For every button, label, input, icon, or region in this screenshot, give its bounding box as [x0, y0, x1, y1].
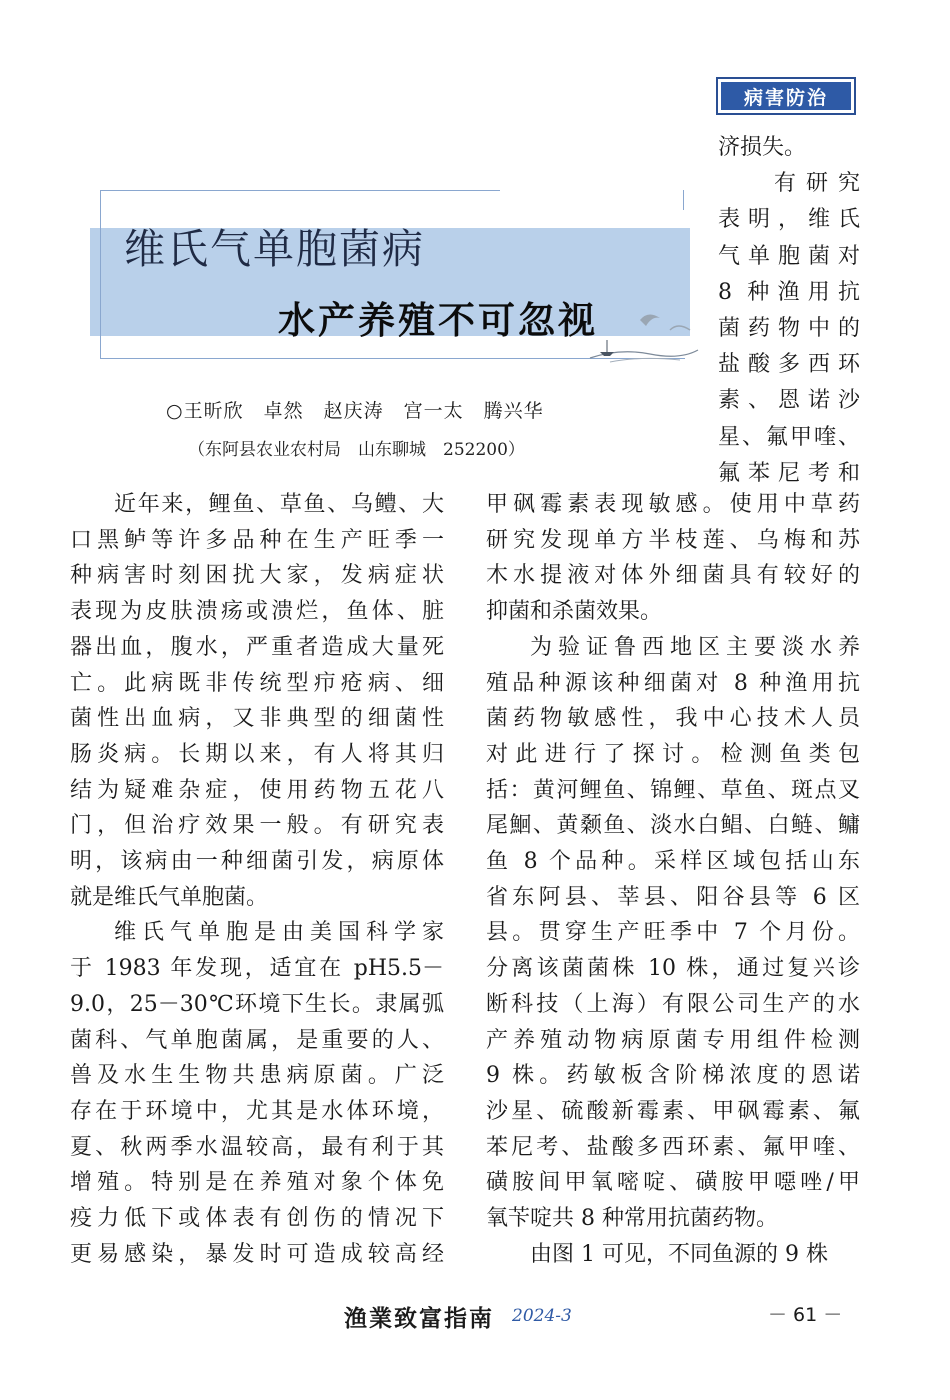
- body-line: 省东阿县、莘县、阳谷县等 6 区: [486, 884, 860, 910]
- article-title-line1: 维氏气单胞菌病: [124, 225, 425, 273]
- journal-name: 渔業致富指南: [344, 1305, 494, 1332]
- body-line: 存在于环境中，尤其是水体环境，: [70, 1098, 444, 1124]
- body-line: 断科技（上海）有限公司生产的水: [486, 991, 860, 1017]
- body-line: 为验证鲁西地区主要淡水养: [530, 634, 860, 660]
- sidebar-line: 氟苯尼考和: [718, 460, 860, 486]
- sidebar-line: 菌药物中的: [718, 316, 860, 342]
- page-number: － 61 －: [768, 1304, 843, 1326]
- body-line: 近年来，鲤鱼、草鱼、乌鳢、大: [114, 492, 444, 517]
- body-column-left: [70, 487, 444, 1272]
- body-line: 分离该菌菌株 10 株，通过复兴诊: [486, 956, 860, 982]
- sidebar-line: 气单胞菌对: [718, 243, 860, 269]
- body-line: 肠炎病。长期以来，有人将其归: [70, 741, 444, 767]
- sidebar-line: 盐酸多西环: [718, 352, 860, 378]
- body-line: 于 1983 年发现，适宜在 pH5.5－: [70, 956, 444, 982]
- sidebar-line: 有研究: [774, 171, 860, 197]
- sidebar-line: 星、氟甲喹、: [718, 424, 860, 450]
- body-column-right: [486, 487, 860, 1272]
- body-line: 甲砜霉素表现敏感。使用中草药: [486, 492, 860, 517]
- body-line: 亡。此病既非传统型疖疮病、细: [70, 670, 444, 696]
- body-line: 9.0，25－30℃环境下生长。隶属弧: [70, 991, 444, 1017]
- article-title-line2: 水产养殖不可忽视: [278, 299, 598, 342]
- body-line: 器出血，腹水，严重者造成大量死: [70, 634, 444, 660]
- body-line: 种病害时刻困扰大家，发病症状: [70, 563, 444, 589]
- body-line: 苯尼考、盐酸多西环素、氟甲喹、: [486, 1134, 860, 1160]
- body-line: 菌药物敏感性，我中心技术人员: [486, 706, 860, 732]
- body-line: 结为疑难杂症，使用药物五花八: [70, 777, 444, 803]
- body-line: 9 株。药敏板含阶梯浓度的恩诺: [486, 1063, 860, 1089]
- sidebar-line: 8 种渔用抗: [718, 279, 860, 305]
- body-line: 磺胺间甲氧嘧啶、磺胺甲噁唑/甲: [486, 1170, 860, 1196]
- body-line: 木水提液对体外细菌具有较好的: [486, 563, 860, 589]
- sidebar-column: [718, 130, 860, 492]
- sidebar-line: 表明，维氏: [718, 207, 860, 233]
- body-line: 就是维氏气单胞菌。: [70, 884, 269, 910]
- body-line: 对此进行了探讨。检测鱼类包: [486, 741, 860, 767]
- title-frame-right: [683, 190, 684, 210]
- body-line: 疫力低下或体表有创伤的情况下: [70, 1206, 444, 1232]
- body-line: 表现为皮肤溃疡或溃烂，鱼体、脏: [70, 599, 444, 625]
- body-line: 产养殖动物病原菌专用组件检测: [486, 1027, 860, 1053]
- body-line: 增殖。特别是在养殖对象个体免: [70, 1170, 444, 1196]
- body-line: 氧苄啶共 8 种常用抗菌药物。: [486, 1206, 778, 1232]
- body-line: 研究发现单方半枝莲、乌梅和苏: [486, 527, 860, 553]
- title-frame-top: [100, 190, 500, 191]
- body-line: 口黑鲈等许多品种在生产旺季一: [70, 527, 444, 553]
- sidebar-line: 素、恩诺沙: [718, 388, 860, 414]
- body-line: 抑菌和杀菌效果。: [486, 599, 663, 625]
- body-line: 尾鮰、黄颡鱼、淡水白鲳、白鲢、鳙: [486, 813, 860, 839]
- body-line: 更易感染，暴发时可造成较高经: [70, 1241, 444, 1267]
- body-line: 门，但治疗效果一般。有研究表: [70, 813, 444, 839]
- body-line: 菌性出血病，又非典型的细菌性: [70, 706, 444, 732]
- section-tag-label: 病害防治: [721, 82, 851, 110]
- sidebar-line: 济损失。: [718, 135, 807, 160]
- section-tag: [716, 77, 856, 115]
- body-line: 菌科、气单胞菌属，是重要的人、: [70, 1027, 444, 1053]
- body-line: 兽及水生生物共患病原菌。广泛: [70, 1063, 444, 1089]
- body-line: 由图 1 可见，不同鱼源的 9 株: [530, 1241, 828, 1267]
- authors: ○王昕欣 卓然 赵庆涛 宫一太 腾兴华: [166, 400, 544, 422]
- body-line: 县。贯穿生产旺季中 7 个月份。: [486, 920, 860, 946]
- body-line: 夏、秋两季水温较高，最有利于其: [70, 1134, 444, 1160]
- body-line: 鱼 8 个品种。采样区域包括山东: [486, 849, 860, 875]
- affiliation: （东阿县农业农村局 山东聊城 252200）: [188, 440, 525, 460]
- body-line: 维氏气单胞是由美国科学家: [114, 920, 444, 946]
- body-line: 沙星、硫酸新霉素、甲砜霉素、氟: [486, 1098, 860, 1124]
- issue-number: 2024-3: [512, 1306, 572, 1326]
- ink-landscape-illustration: [580, 300, 700, 372]
- body-line: 括：黄河鲤鱼、锦鲤、草鱼、斑点叉: [486, 777, 860, 803]
- body-line: 明，该病由一种细菌引发，病原体: [70, 849, 444, 875]
- body-line: 殖品种源该种细菌对 8 种渔用抗: [486, 670, 860, 696]
